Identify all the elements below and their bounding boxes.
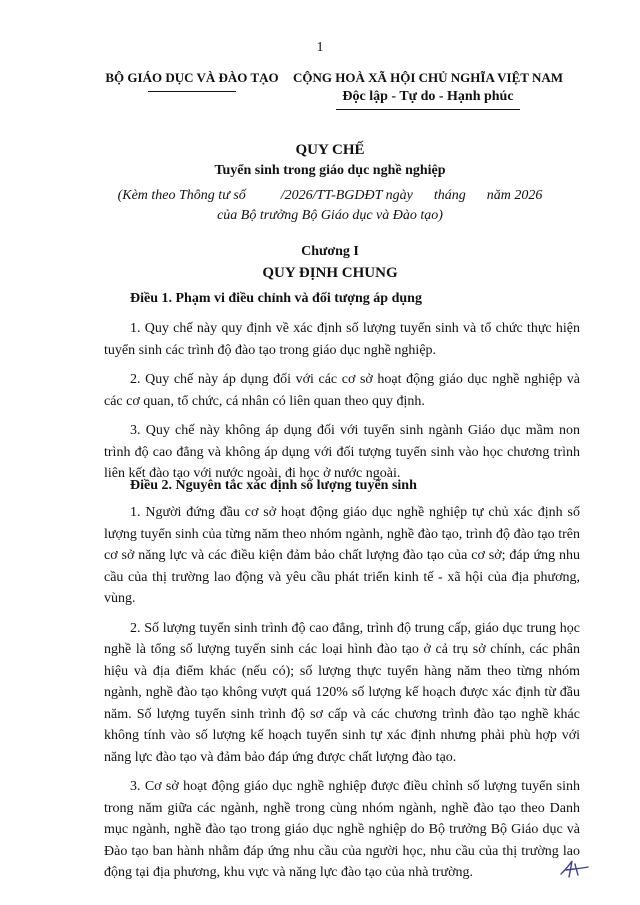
article-2-paragraph-2: 2. Số lượng tuyển sinh trình độ cao đẳng, trình độ trung cấp, giáo dục trung học nghề là tổng số lượng tuyển sinh các loại hình đào tạo ở cả trụ sở chính, các phân hiệu và địa điểm khác (nếu có); số lượng thực tuyển hàng năm theo từng nhóm ngành, nghề đào tạo không vượt quá 120% số lượng kế hoạch được xác định từ đầu năm. Số lượng tuyển sinh trình độ sơ cấp và các chương trình đào tạo nghề khác không tính vào số lượng kế hoạch tuyển sinh tự xác định nhưng phải phù hợp với năng lực đào tạo và đảm bảo đáp ứng được chất lượng đào tạo. bbox=[104, 620, 580, 765]
national-motto: Độc lập - Tự do - Hạnh phúc bbox=[342, 89, 514, 104]
ministry-underline bbox=[148, 91, 236, 92]
reference-line-1: (Kèm theo Thông tư số /2026/TT-BGDĐT ngày tháng năm 2026 bbox=[117, 188, 543, 203]
motto-underline bbox=[336, 109, 520, 110]
article-1-paragraph-1: 1. Quy chế này quy định về xác định số lượng tuyển sinh và tổ chức thực hiện tuyển sinh các trình độ đào tạo trong giáo dục nghề nghiệp. bbox=[104, 321, 580, 358]
article-1-heading: Điều 1. Phạm vi điều chỉnh và đối tượng áp dụng bbox=[130, 291, 422, 306]
article-2-heading: Điều 2. Nguyên tắc xác định số lượng tuyển sinh bbox=[130, 478, 417, 493]
article-1-paragraph-3: 3. Quy chế này không áp dụng đối với tuyển sinh ngành Giáo dục mầm non trình độ cao đẳng và không áp dụng với đối tượng tuyển sinh vào học chương trình liên kết đào tạo với nước ngoài, đi học ở nước ngoài. bbox=[104, 423, 580, 481]
article-2-body bbox=[104, 502, 580, 884]
chapter-title: QUY ĐỊNH CHUNG bbox=[262, 265, 398, 281]
republic-name: CỘNG HOÀ XÃ HỘI CHỦ NGHĨA VIỆT NAM bbox=[292, 70, 564, 85]
initials-signature-icon bbox=[558, 858, 590, 880]
article-2-paragraph-3: 3. Cơ sở hoạt động giáo dục nghề nghiệp được điều chỉnh số lượng tuyển sinh trong năm giữa các ngành, nghề trong cùng nhóm ngành, nghề đào tạo theo Danh mục ngành, nghề đào tạo trong giáo dục nghề nghiệp do Bộ trưởng Bộ Giáo dục và Đào tạo ban hành nhằm đáp ứng nhu cầu của người học, nhu cầu của thị trường lao động tại địa phương, khu vực và năng lực đào tạo của nhà trường. bbox=[104, 779, 580, 880]
reference-line-2: của Bộ trưởng Bộ Giáo dục và Đào tạo) bbox=[217, 208, 443, 223]
document-title: Tuyển sinh trong giáo dục nghề nghiệp bbox=[214, 163, 446, 178]
document-type: QUY CHẾ bbox=[295, 142, 365, 158]
document-reference bbox=[80, 186, 580, 226]
article-1-paragraph-2: 2. Quy chế này áp dụng đối với các cơ sở hoạt động giáo dục nghề nghiệp và các cơ quan, tổ chức, cá nhân có liên quan theo quy định. bbox=[104, 372, 580, 409]
article-1-body bbox=[104, 318, 580, 485]
page-number: 1 bbox=[316, 40, 324, 55]
article-2-paragraph-1: 1. Người đứng đầu cơ sở hoạt động giáo dục nghề nghiệp tự chủ xác định số lượng tuyển sinh của từng năm theo nhóm ngành, nghề đào tạo, trình độ đào tạo trên cơ sở năng lực và các điều kiện đảm bảo chất lượng đào tạo của cơ sở; đáp ứng nhu cầu của thị trường lao động và yêu cầu phát triển kinh tế - xã hội của địa phương, vùng. bbox=[104, 505, 580, 606]
chapter-label: Chương I bbox=[301, 244, 359, 259]
ministry-name: BỘ GIÁO DỤC VÀ ĐÀO TẠO bbox=[105, 70, 279, 85]
